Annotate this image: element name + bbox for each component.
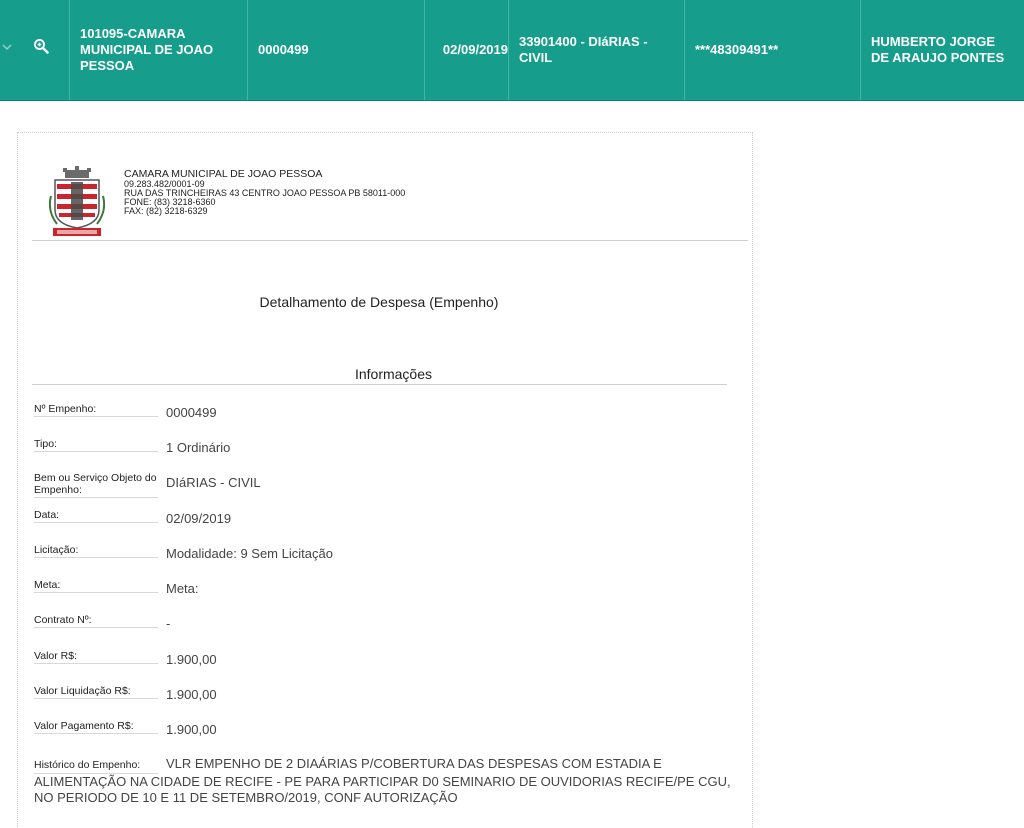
historico-block (34, 756, 744, 806)
entity-address: RUA DAS TRINCHEIRAS 43 CENTRO JOAO PESSOA PB 58011-000 (124, 188, 406, 198)
credor-cell: HUMBERTO JORGE DE ARAUJO PONTES (871, 34, 1005, 65)
section-title (32, 366, 727, 385)
section-title-text: Informações (354, 366, 433, 382)
zoom-in-icon[interactable] (33, 38, 49, 54)
document-title: Detalhamento de Despesa (Empenho) (259, 294, 499, 310)
field-value: 02/09/2019 (166, 511, 232, 526)
field-value: 1.900,00 (166, 687, 217, 702)
coat-of-arms-icon (49, 166, 105, 241)
field-value: DIáRIAS - CIVIL (166, 475, 261, 490)
field-label: Valor Liquidação R$: (34, 685, 158, 699)
field-label: Tipo: (34, 438, 158, 452)
entity-phone: FONE: (83) 3218-6360 (124, 197, 216, 207)
field-label: Nº Empenho: (34, 403, 158, 417)
cpf-cell: ***48309491** (685, 0, 861, 100)
result-row[interactable] (0, 0, 1024, 101)
row-actions (0, 0, 70, 100)
field-value: Modalidade: 9 Sem Licitação (166, 546, 333, 561)
historico-label: Histórico do Empenho: (34, 757, 158, 774)
field-value: - (166, 616, 171, 631)
field-label: Contrato Nº: (34, 614, 158, 628)
field-label: Data: (34, 509, 158, 523)
elemento-cell: 33901400 - DIáRIAS - CIVIL (509, 0, 685, 100)
field-label: Licitação: (34, 544, 158, 558)
field-value: Meta: (166, 581, 199, 596)
field-label: Valor R$: (34, 650, 158, 664)
chevron-down-icon[interactable] (2, 42, 12, 52)
empenho-number-cell: 0000499 (248, 0, 425, 100)
field-value: 1 Ordinário (166, 440, 231, 455)
field-label: Bem ou Serviço Objeto do Empenho: (34, 472, 157, 496)
entity-cnpj: 09.283.482/0001-09 (124, 179, 205, 189)
field-value: 1.900,00 (166, 722, 217, 737)
document-header (32, 151, 748, 241)
date-cell: 02/09/2019 (425, 0, 509, 100)
empenho-document (17, 132, 753, 828)
entity-info (124, 168, 405, 216)
field-label: Meta: (34, 579, 158, 593)
entity-fax: FAX: (82) 3218-6329 (124, 206, 208, 216)
field-value: 1.900,00 (166, 652, 217, 667)
historico-value: VLR EMPENHO DE 2 DIAÁRIAS P/COBERTURA DAS DESPESAS COM ESTADIA E ALIMENTAÇÃO NA CIDADE DE RECIFE - PE PARA PARTICIPAR D0 SEMINARIO DE OUVIDORIAS RECIFE/PE CGU, NO PERIODO DE 10 E 11 DE SETEMBRO/2019, CONF AUTORIZAÇÃO (34, 756, 731, 805)
entity-name: CAMARA MUNICIPAL DE JOAO PESSOA (124, 168, 323, 180)
orgao-cell: 101095-CAMARA MUNICIPAL DE JOAO PESSOA (70, 0, 248, 100)
field-value: 0000499 (166, 405, 217, 420)
field-label: Valor Pagamento R$: (34, 720, 158, 734)
